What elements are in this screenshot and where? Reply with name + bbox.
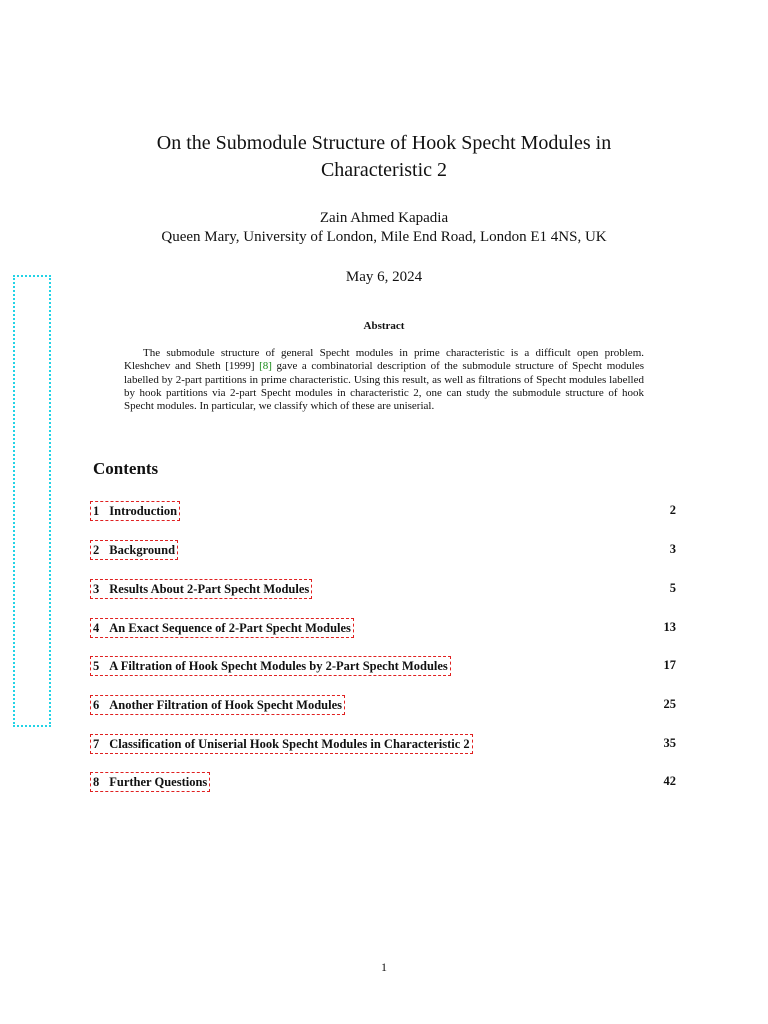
toc-section-title: Background	[109, 543, 176, 557]
toc-section-number: 1	[93, 504, 100, 518]
toc-section-title: Introduction	[109, 504, 178, 518]
abstract-heading: Abstract	[363, 320, 405, 332]
toc-section-number: 2	[93, 543, 100, 557]
toc-entry	[90, 772, 678, 792]
abstract-text-part-1: The submodule structure of general Specht modules in prime characteristic is a difficult open problem. Kleshchev and Sheth [1999]	[124, 347, 644, 373]
toc-entry	[90, 618, 678, 638]
toc-entry	[90, 540, 678, 560]
toc-link-classification[interactable]	[90, 734, 473, 754]
toc-section-title: Results About 2-Part Specht Modules	[109, 582, 310, 596]
paper-date: May 6, 2024	[345, 269, 423, 285]
paper-title-line-1: On the Submodule Structure of Hook Specht Modules in	[156, 132, 612, 154]
toc-entry	[90, 656, 678, 676]
toc-link-introduction[interactable]	[90, 501, 180, 521]
toc-section-title: A Filtration of Hook Specht Modules by 2-Part Specht Modules	[109, 659, 448, 673]
paper-title	[100, 130, 668, 184]
margin-link-box[interactable]	[13, 275, 51, 727]
abstract-text	[124, 347, 644, 413]
toc-entry	[90, 579, 678, 599]
toc-section-title: Further Questions	[109, 775, 208, 789]
toc-entry	[90, 501, 678, 521]
contents-heading: Contents	[93, 459, 159, 478]
toc-link-another-filtration[interactable]	[90, 695, 345, 715]
toc-page-number: 42	[663, 774, 676, 788]
toc-entry	[90, 734, 678, 754]
toc-link-further-questions[interactable]	[90, 772, 210, 792]
toc-link-results-2-part[interactable]	[90, 579, 312, 599]
paper-title-line-2: Characteristic 2	[320, 159, 448, 181]
toc-link-filtration-hook[interactable]	[90, 656, 451, 676]
toc-section-number: 8	[93, 775, 100, 789]
toc-link-exact-sequence[interactable]	[90, 618, 354, 638]
author-name: Zain Ahmed Kapadia	[319, 210, 449, 226]
citation-link[interactable]: [8]	[259, 360, 272, 373]
toc-section-number: 5	[93, 659, 100, 673]
toc-section-title: Another Filtration of Hook Specht Modules	[109, 698, 343, 712]
toc-link-background[interactable]	[90, 540, 178, 560]
toc-page-number: 3	[669, 542, 676, 556]
toc-section-title: An Exact Sequence of 2-Part Specht Modules	[109, 621, 351, 635]
toc-page-number: 17	[663, 658, 676, 672]
toc-page-number: 2	[669, 503, 676, 517]
toc-section-number: 6	[93, 698, 100, 712]
toc-page-number: 25	[663, 697, 676, 711]
author-affiliation: Queen Mary, University of London, Mile End Road, London E1 4NS, UK	[161, 229, 607, 245]
toc-section-number: 3	[93, 582, 100, 596]
toc-section-number: 4	[93, 621, 100, 635]
toc-page-number: 13	[663, 620, 676, 634]
abstract-text-part-2: gave a combinatorial description of the submodule structure of Specht modules labelled by 2-part partitions in prime characteristic. Using this result, as well as filtrations of Specht modules labelled by hook partitions via 2-part Specht modules in characteristic 2, one can study the submodule structure of hook Specht modules. In particular, we classify which of these are uniserial.	[124, 360, 644, 413]
toc-page-number: 35	[663, 736, 676, 750]
page-number: 1	[381, 960, 387, 974]
toc-section-number: 7	[93, 737, 100, 751]
toc-entry	[90, 695, 678, 715]
toc-page-number: 5	[669, 581, 676, 595]
toc-section-title: Classification of Uniserial Hook Specht Modules in Characteristic 2	[109, 737, 470, 751]
